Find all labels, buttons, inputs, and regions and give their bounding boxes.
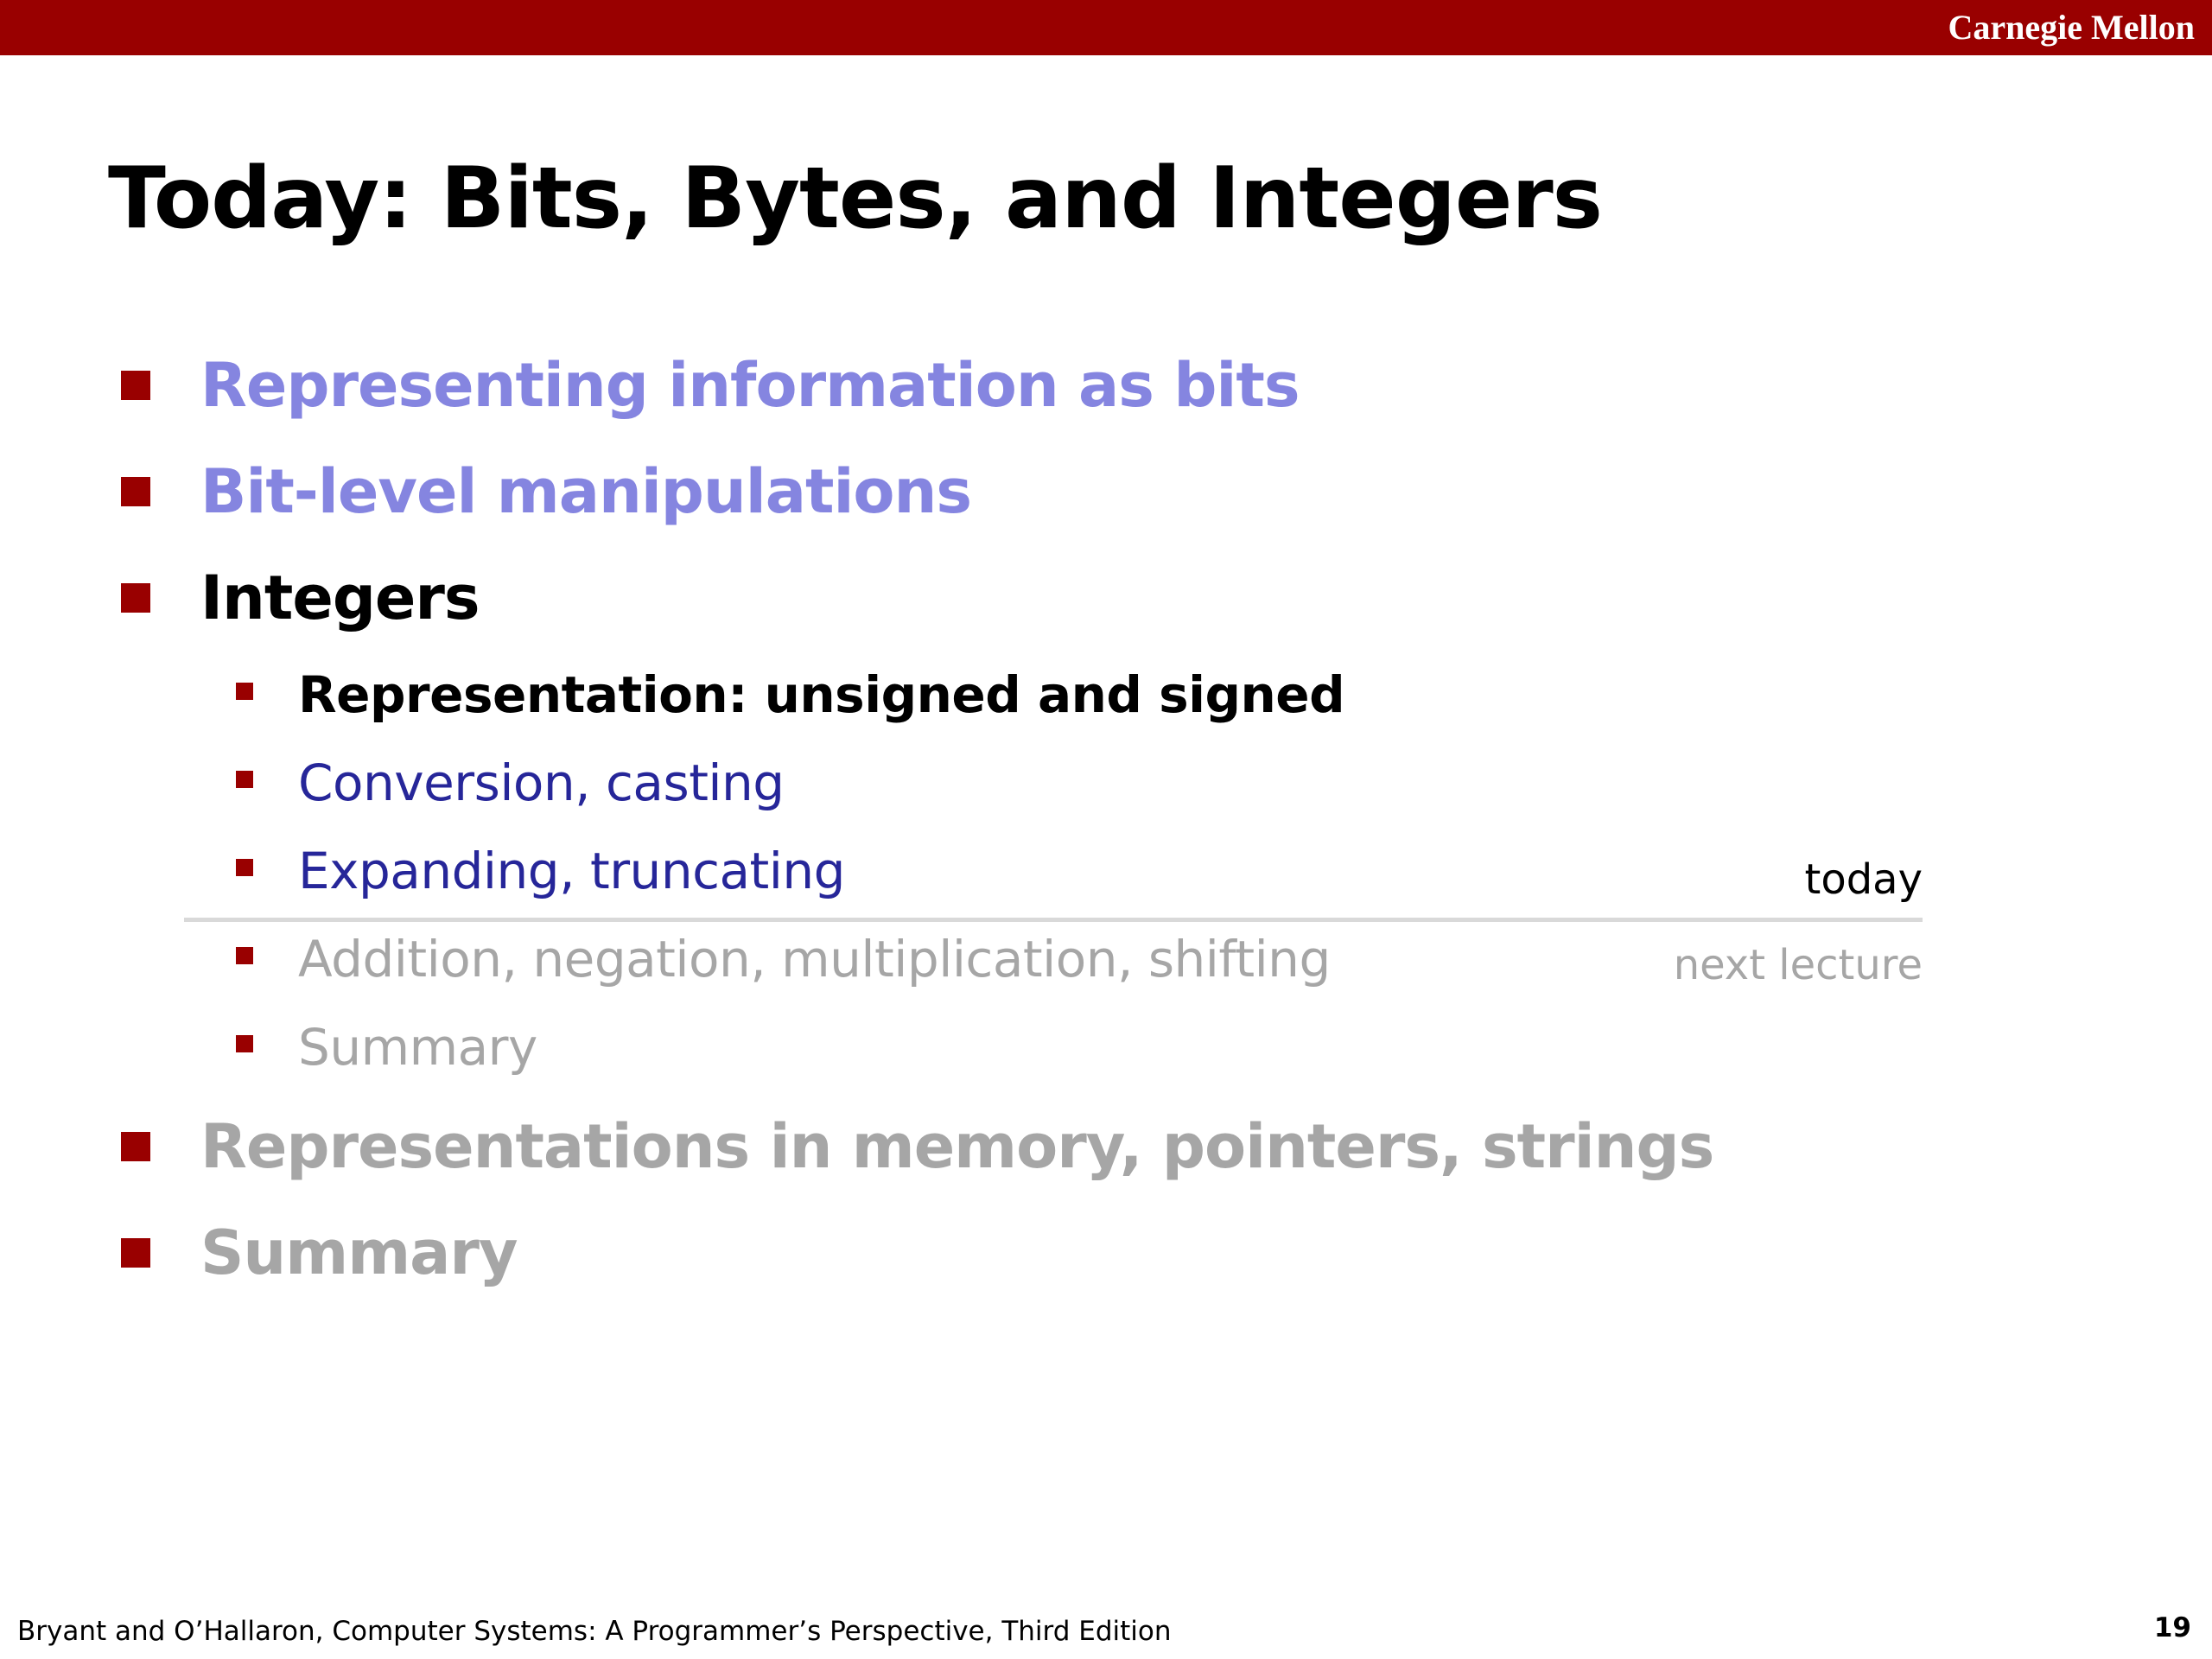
bullet-item	[121, 454, 1676, 530]
square-bullet-icon	[236, 947, 253, 964]
bullet-label: Integers	[200, 563, 480, 633]
square-bullet-icon	[121, 477, 150, 506]
square-bullet-icon	[121, 1132, 150, 1161]
sub-bullet-item	[236, 1016, 1791, 1078]
next-lecture-note: next lecture	[1673, 941, 1923, 989]
sub-bullet-label: Representation: unsigned and signed	[298, 665, 1345, 724]
bullet-label: Bit-level manipulations	[200, 456, 972, 527]
square-bullet-icon	[236, 771, 253, 788]
sub-bullet-item	[236, 664, 1791, 726]
sub-bullet-label: Addition, negation, multiplication, shifting	[298, 930, 1331, 988]
brand-logo-text: Carnegie Mellon	[1948, 8, 2195, 47]
bullet-item	[121, 1215, 1676, 1291]
square-bullet-icon	[236, 1035, 253, 1052]
bullet-item	[121, 1109, 1849, 1185]
bullet-item	[121, 347, 1676, 423]
square-bullet-icon	[121, 1238, 150, 1268]
bullet-label: Representations in memory, pointers, strings	[200, 1111, 1714, 1182]
square-bullet-icon	[121, 583, 150, 613]
lecture-divider	[184, 918, 1923, 922]
page-number: 19	[2153, 1612, 2191, 1643]
bullet-item	[121, 560, 1676, 636]
square-bullet-icon	[236, 683, 253, 700]
square-bullet-icon	[121, 371, 150, 400]
sub-bullet-item	[236, 840, 1791, 902]
sub-bullet-label: Conversion, casting	[298, 753, 785, 812]
square-bullet-icon	[236, 859, 253, 876]
sub-bullet-label: Expanding, truncating	[298, 842, 845, 900]
bullet-label: Summary	[200, 1217, 518, 1288]
bullet-label: Representing information as bits	[200, 350, 1300, 421]
sub-bullet-label: Summary	[298, 1018, 537, 1077]
header-bar	[0, 0, 2212, 55]
today-note: today	[1804, 855, 1923, 904]
sub-bullet-item	[236, 928, 1791, 990]
footer-citation: Bryant and O’Hallaron, Computer Systems: A Programmer’s Perspective, Third Edition	[17, 1616, 1172, 1647]
sub-bullet-item	[236, 752, 1791, 814]
slide-title: Today: Bits, Bytes, and Integers	[108, 149, 1602, 248]
